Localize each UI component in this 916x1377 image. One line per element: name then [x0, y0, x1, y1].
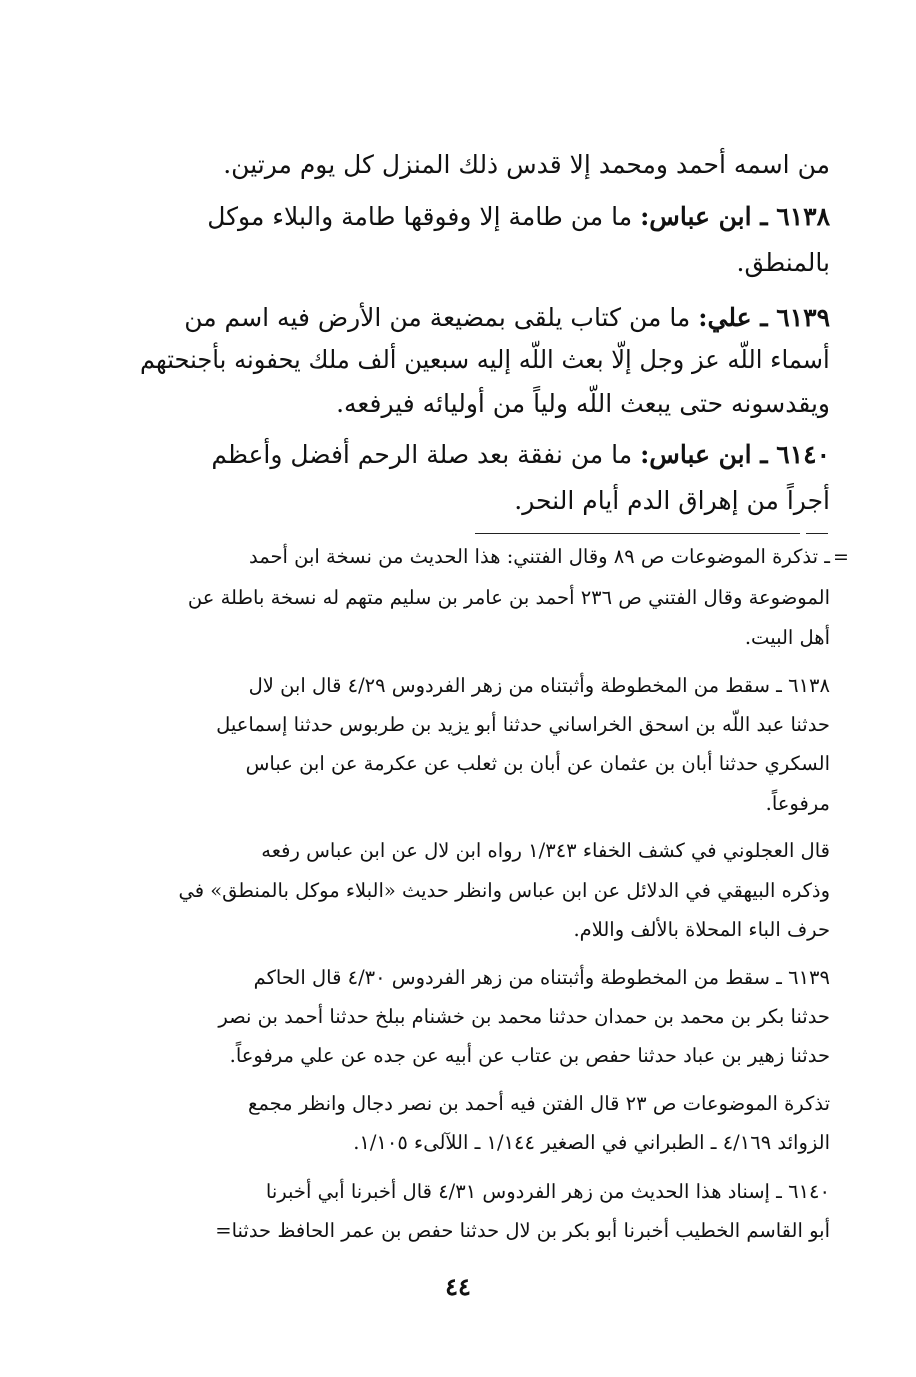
- entry-6139-text-1: ما من كتاب يلقى بمضيعة من الأرض فيه اسم من: [184, 303, 691, 332]
- footnote-line: حرف الباء المحلاة بالألف واللام.: [573, 918, 830, 941]
- entry-6139-line-3: ويقدسونه حتى يبعث اللّه ولياً من أوليائه فيرفعه.: [336, 389, 830, 418]
- footnote-separator-short: [806, 533, 828, 534]
- footnote-line: حدثنا عبد اللّه بن اسحق الخراساني حدثنا أبو يزيد بن طربوس حدثنا إسماعيل: [216, 713, 830, 736]
- footnote-line: ٦١٣٩ ـ سقط من المخطوطة وأثبتناه من زهر الفردوس ٤/٣٠ قال الحاكم: [253, 966, 830, 989]
- entry-6138-line-2: بالمنطق.: [736, 248, 830, 277]
- footnote-line: وذكره البيهقي في الدلائل عن ابن عباس وانظر حديث «البلاء موكل بالمنطق» في: [178, 879, 830, 902]
- entry-6138-number: ٦١٣٨ ـ ابن عباس:: [640, 202, 830, 231]
- page-number: ٤٤: [445, 1272, 471, 1301]
- footnote-line: الزوائد ٤/١٦٩ ـ الطبراني في الصغير ١/١٤٤ ـ اللآلىء ١/١٠٥.: [353, 1131, 830, 1154]
- footnote-line: ٦١٤٠ ـ إسناد هذا الحديث من زهر الفردوس ٤/٣١ قال أخبرنا أبي أخبرنا: [265, 1180, 830, 1203]
- footnote-line: ٦١٣٨ ـ سقط من المخطوطة وأثبتناه من زهر الفردوس ٤/٢٩ قال ابن لال: [248, 674, 830, 697]
- footnote-line: حدثنا بكر بن محمد بن حمدان حدثنا محمد بن خشنام ببلخ حدثنا أحمد بن نصر: [218, 1005, 830, 1028]
- entry-6139-line-1: [184, 303, 830, 332]
- footnote-line: قال العجلوني في كشف الخفاء ١/٣٤٣ رواه ابن لال عن ابن عباس رفعه: [261, 839, 830, 862]
- entry-6140-number: ٦١٤٠ ـ ابن عباس:: [640, 440, 830, 469]
- footnote-line: أهل البيت.: [744, 626, 830, 649]
- footnote-line: السكري حدثنا أبان بن عثمان عن أبان بن ثعلب عن عكرمة عن ابن عباس: [245, 752, 830, 775]
- entry-6139-number: ٦١٣٩ ـ علي:: [698, 303, 830, 332]
- entry-6138-text-1: ما من طامة إلا وفوقها طامة والبلاء موكل: [207, 202, 633, 231]
- entry-6140-text-1: ما من نفقة بعد صلة الرحم أفضل وأعظم: [211, 440, 633, 469]
- entry-6140-line-2: أجراً من إهراق الدم أيام النحر.: [514, 486, 830, 515]
- footnote-line: أبو القاسم الخطيب أخبرنا أبو بكر بن لال حدثنا حفص بن عمر الحافظ حدثنا=: [215, 1219, 830, 1242]
- entry-6140-line-1: [211, 440, 830, 469]
- footnote-line: تذكرة الموضوعات ص ٢٣ قال الفتن فيه أحمد بن نصر دجال وانظر مجمع: [247, 1092, 830, 1115]
- main-line-1: من اسمه أحمد ومحمد إلا قدس ذلك المنزل كل يوم مرتين.: [223, 150, 830, 179]
- footnote-separator: [475, 533, 800, 534]
- entry-6138-line-1: [207, 202, 830, 231]
- entry-6139-line-2: أسماء اللّه عز وجل إلّا بعث اللّه إليه سبعين ألف ملك يحفونه بأجنحتهم: [140, 345, 830, 374]
- footnote-line: ـ تذكرة الموضوعات ص ٨٩ وقال الفتني: هذا الحديث من نسخة ابن أحمد: [248, 545, 830, 568]
- footnote-line: حدثنا زهير بن عباد حدثنا حفص بن عتاب عن أبيه عن جده عن علي مرفوعاً.: [229, 1044, 830, 1067]
- footnote-line: الموضوعة وقال الفتني ص ٢٣٦ أحمد بن عامر بن سليم متهم له نسخة باطلة عن: [187, 586, 830, 609]
- footnote-line: مرفوعاً.: [765, 792, 830, 815]
- continuation-mark: =: [833, 546, 849, 568]
